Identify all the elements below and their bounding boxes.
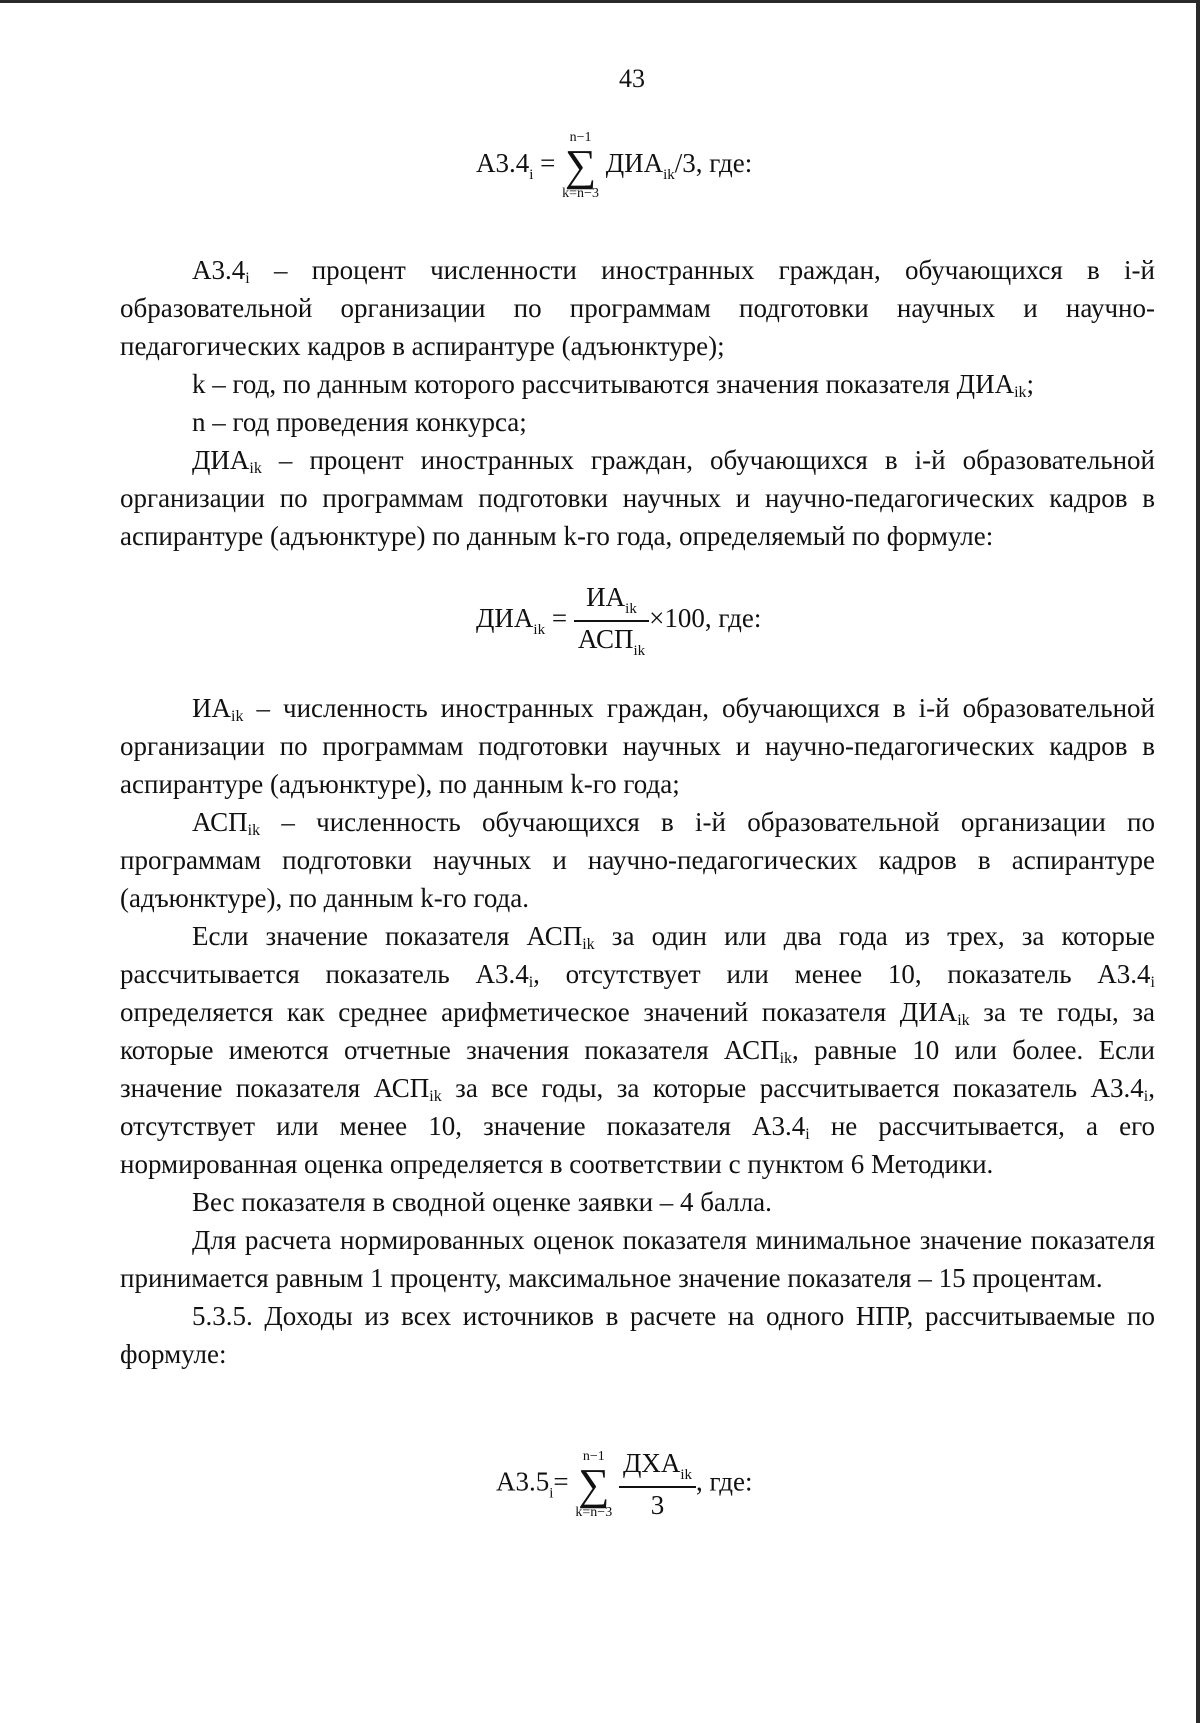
definitions-block-2 [120,689,1155,1373]
sum-lower-limit: k=n−3 [575,1504,613,1520]
fraction [574,582,649,660]
def-dia: $ДИА_{ik}$ – процент иностранных граждан, обучающихся в i-й образовательной организации по программам подготовки научных и научно-педагогических кадров в аспирантуре (адъюнктуре) по данным k-го года, определяемый по формуле: [120,445,1155,551]
weight-paragraph: Вес показателя в сводной оценке заявки – 4 балла. [192,1187,772,1217]
formula-equals: = [551,603,568,634]
scan-border-top [0,0,1200,3]
condition-paragraph: Если значение показателя $АСП_{ik}$ за один или два года из трех, за которые рассчитывается показатель $А3.4_i$, отсутствует или менее 10, показатель $А3.4_i$ определяется как среднее арифметическое значений показателя $ДИА_{ik}$ за те годы, за которые имеются отчетные значения показателя $АСП_{ik}$, равные 10 или более. Если значение показателя $АСП_{ik}$ за все годы, за которые рассчитывается показатель $А3.4_i$, отсутствует или менее 10, значение показателя $А3.4_i$ не рассчитывается, а его нормированная оценка определяется в соответствии с пунктом 6 Методики. [120,921,1156,1179]
sum-upper-limit: n−1 [582,1448,605,1464]
formula-body-subscript: ik [663,167,675,184]
formula-lhs: А3.4 [476,148,530,179]
definitions-block-1 [120,251,1155,555]
def-ia: $ИА_{ik}$ – численность иностранных граждан, обучающихся в i-й образовательной организации по программам подготовки научных и научно-педагогических кадров в аспирантуре (адъюнктуре), по данным k-го года; [120,693,1155,799]
section-5-3-5-paragraph: 5.3.5. Доходы из всех источников в расчете на одного НПР, рассчитываемые по формуле: [120,1301,1155,1369]
sum-upper-limit: n−1 [569,130,592,145]
formula-body: ДИА [605,148,664,179]
sum-operator [562,130,599,202]
def-k: k – год, по данным которого рассчитываются значения показателя $ДИА_{ik}$; [192,369,1035,401]
formula-equals: = [540,148,556,179]
formula-a35 [496,1448,753,1521]
fraction-denominator: $АСП_{ik}$ [577,624,646,659]
def-a34: $А3.4_i$ – процент численности иностранных граждан, обучающихся в i-й образовательной организации по программам подготовки научных и научно-педагогических кадров в аспирантуре (адъюнктуре); [120,255,1155,361]
formula-lhs-subscript: ik [533,622,546,639]
formula-lhs-subscript: i [529,167,534,184]
fraction [619,1448,696,1521]
formula-lhs: А3.5 [496,1466,550,1497]
fraction-denominator: 3 [650,1490,665,1520]
fraction-numerator: $ДХА_{ik}$ [619,1448,696,1488]
page-number: 43 [619,64,645,93]
def-n: n – год проведения конкурса; [192,407,527,437]
formula-a34 [476,130,752,202]
formula-lhs-subscript: i [549,1485,554,1502]
sigma-icon: ∑ [578,1459,610,1509]
formula-tail: , где: [696,1466,753,1497]
formula-equals: = [553,1466,569,1497]
def-asp: $АСП_{ik}$ – численность обучающихся в i-й образовательной организации по программам подготовки научных и научно-педагогических кадров в аспирантуре (адъюнктуре), по данным k-го года. [120,807,1155,913]
formula-lhs: ДИА [476,603,534,634]
fraction-numerator: $ИА_{ik}$ [574,582,649,622]
scan-border-right [1196,0,1200,1723]
sigma-icon: ∑ [564,141,597,190]
formula-tail: /3, где: [674,148,753,179]
formula-dia [476,582,761,660]
formula-tail: ×100, где: [649,603,762,634]
normalization-paragraph: Для расчета нормированных оценок показателя минимальное значение показателя принимается равным 1 проценту, максимальное значение показателя – 15 процентам. [120,1225,1155,1293]
sum-lower-limit: k=n−3 [562,186,599,201]
sum-operator [575,1449,612,1521]
